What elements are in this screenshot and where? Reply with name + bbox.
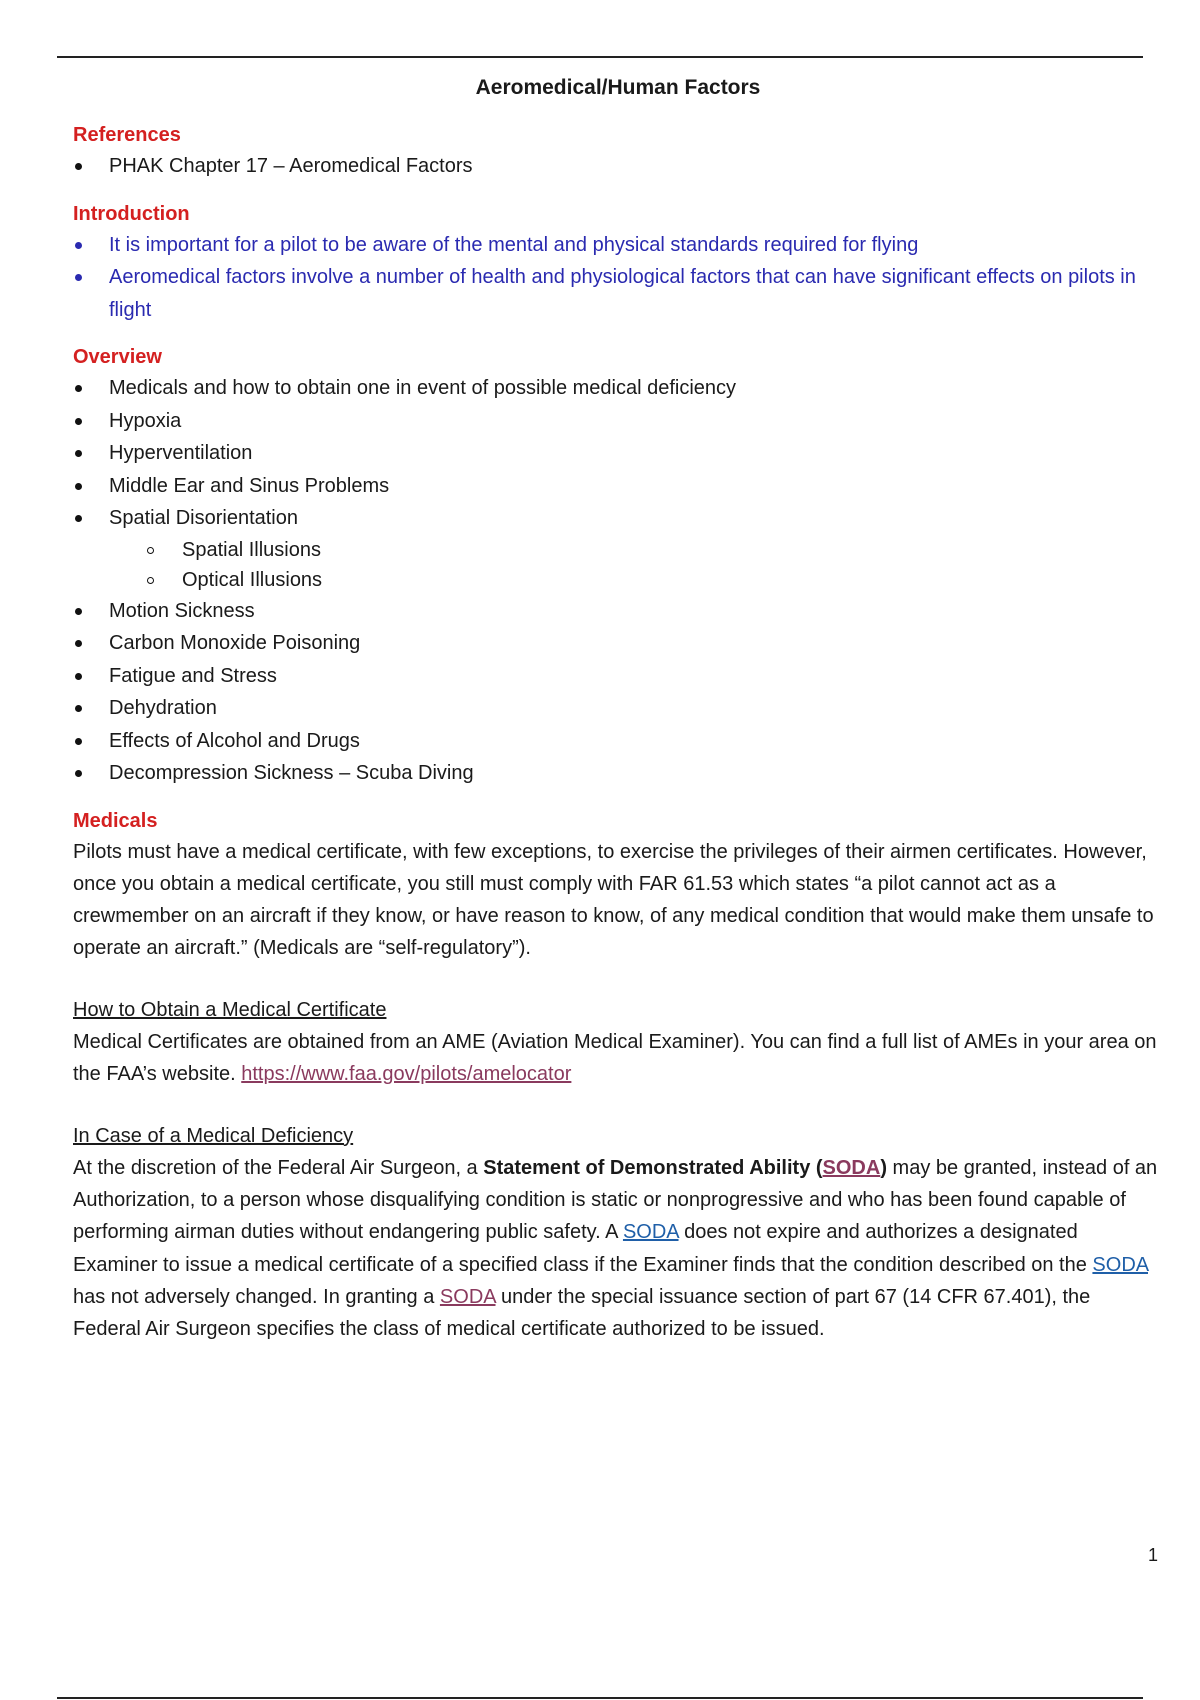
medicals-heading: Medicals: [73, 809, 158, 832]
sub-list-item: Optical Illusions: [73, 565, 1163, 595]
overview-list: [73, 372, 1163, 535]
soda-term: Statement of Demonstrated Ability (SODA): [483, 1156, 887, 1179]
deficiency-text: under the special issuance section of part 67 (14 CFR 67.401), the Federal Air Surgeon specifies the class of medical certificate authorized to be issued.: [73, 1286, 1091, 1341]
overview-heading: Overview: [73, 346, 162, 368]
list-item: Hyperventilation: [73, 437, 1163, 470]
deficiency-subheading: In Case of a Medical Deficiency: [73, 1124, 354, 1147]
list-item: It is important for a pilot to be aware of the mental and physical standards required for flying: [73, 229, 1163, 262]
document-body: [73, 120, 1163, 1346]
bottom-rule: [57, 1697, 1143, 1699]
list-item: Dehydration: [73, 692, 1163, 725]
list-item: Aeromedical factors involve a number of health and physiological factors that can have significant effects on pilots in flight: [73, 261, 1163, 326]
deficiency-text: does not expire and authorizes a designated Examiner to issue a medical certificate of a specified class if the Examiner finds that the condition described on the: [73, 1221, 1093, 1276]
list-item: Effects of Alcohol and Drugs: [73, 725, 1163, 758]
list-item: PHAK Chapter 17 – Aeromedical Factors: [73, 150, 1163, 183]
deficiency-text: may be granted, instead of an Authorization, to a person whose disqualifying condition is static or nonprogressive and who has been found capable of performing airman duties without endangering public safety. A: [73, 1156, 1158, 1244]
introduction-list: [73, 229, 1163, 327]
soda-link[interactable]: SODA: [1092, 1253, 1148, 1276]
soda-link[interactable]: SODA: [439, 1286, 496, 1309]
references-heading: References: [73, 124, 181, 146]
overview-sublist: [73, 535, 1163, 595]
top-rule: [57, 56, 1143, 58]
page-title: Aeromedical/Human Factors: [475, 76, 761, 99]
ame-locator-link[interactable]: https://www.faa.gov/pilots/amelocator: [241, 1063, 572, 1086]
obtain-text: Medical Certificates are obtained from an AME (Aviation Medical Examiner). You can find a full list of AMEs in your area on the FAA’s website.: [73, 1030, 1157, 1086]
obtain-subheading: How to Obtain a Medical Certificate: [73, 998, 387, 1021]
obtain-section: [73, 994, 1163, 1091]
deficiency-section: [73, 1120, 1163, 1346]
deficiency-text: has not adversely changed. In granting a: [73, 1286, 440, 1309]
list-item: Middle Ear and Sinus Problems: [73, 470, 1163, 503]
list-item: Motion Sickness: [73, 595, 1163, 628]
list-item: Hypoxia: [73, 405, 1163, 438]
medicals-paragraph: Pilots must have a medical certificate, with few exceptions, to exercise the privileges of their airmen certificates. However, once you obtain a medical certificate, you still must comply with FAR 61.53 which states “a pilot cannot act as a crewmember on an aircraft if they know, or have reason to know, of any medical condition that would make them unsafe to operate an aircraft.” (Medicals are “self-regulatory”).: [73, 840, 1154, 960]
list-item: Spatial Disorientation: [73, 502, 1163, 535]
page-number: 1: [1148, 1545, 1159, 1565]
references-list: [73, 150, 1163, 183]
sub-list-item: Spatial Illusions: [73, 535, 1163, 565]
list-item: Medicals and how to obtain one in event of possible medical deficiency: [73, 372, 1163, 405]
list-item: Decompression Sickness – Scuba Diving: [73, 757, 1163, 790]
deficiency-text: At the discretion of the Federal Air Surgeon, a: [73, 1156, 484, 1179]
soda-link[interactable]: SODA: [622, 1221, 679, 1244]
introduction-heading: Introduction: [73, 202, 190, 225]
list-item: Fatigue and Stress: [73, 660, 1163, 693]
soda-link[interactable]: SODA: [822, 1156, 881, 1179]
list-item: Carbon Monoxide Poisoning: [73, 627, 1163, 660]
overview-list-continued: [73, 595, 1163, 790]
